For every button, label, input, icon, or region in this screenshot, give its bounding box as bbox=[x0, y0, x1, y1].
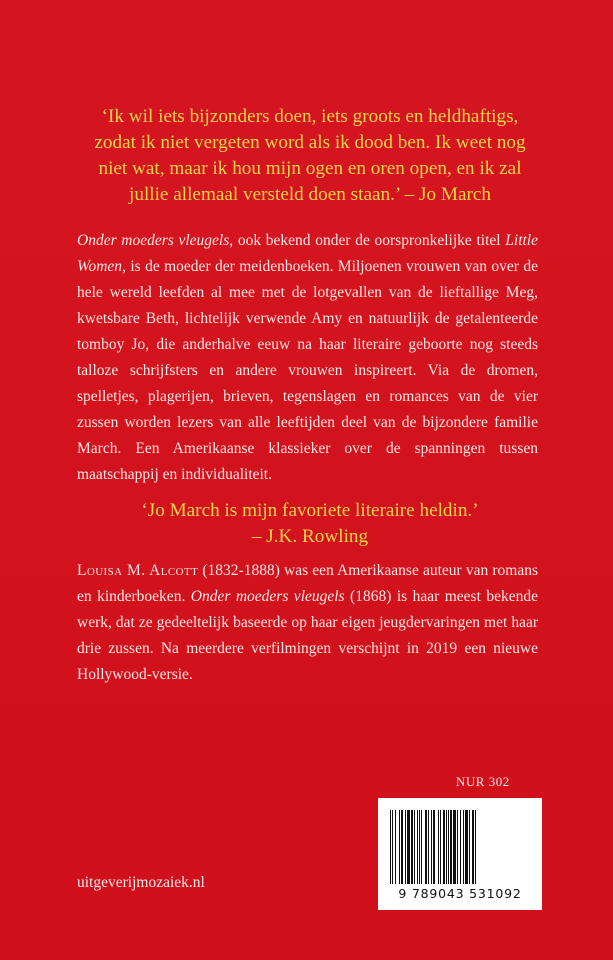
blurb-text: , is de moeder der meidenboeken. Miljoenen vrouwen van over de hele wereld leefden al mee met de lotgevallen van de lieftallige Meg, kwetsbare Beth, lichtelijk verwende Amy en natuurlijk de getalenteerde tomboy Jo, die anderhalve eeuw na haar literaire geboorte nog steeds talloze schrijfsters en andere vrouwen inspireert. Via de dromen, spelletjes, plagerijen, brieven, tegenslagen en romances van de vier zussen worden lezers van alle leeftijden deel van de bijzondere familie March. Een Amerikaanse klassieker over de spanningen tussen maatschappij en individualiteit. bbox=[77, 258, 538, 483]
barcode-bar bbox=[438, 810, 439, 884]
author-name: Louisa M. Alcott bbox=[77, 562, 199, 579]
barcode-bar bbox=[469, 810, 470, 884]
rowling-quote bbox=[90, 498, 530, 550]
barcode-bar bbox=[390, 810, 391, 884]
barcode-bar bbox=[440, 810, 441, 884]
barcode-bar bbox=[428, 810, 429, 884]
barcode-bar bbox=[472, 810, 474, 884]
barcode-bar bbox=[417, 810, 418, 884]
barcode-bar bbox=[395, 810, 396, 884]
author-bio bbox=[77, 558, 538, 688]
barcode-bar bbox=[431, 810, 432, 884]
bio-text: (1868) is haar meest bekende werk, dat ze gedeeltelijk baseerde op haar eigen jeugdervaringen met haar drie zussen. Na meerdere verfilmingen verschijnt in 2019 een nieuwe Hollywood-versie. bbox=[77, 588, 538, 683]
quote-line: ‘Ik wil iets bijzonders doen, iets groots en heldhaftigs, bbox=[101, 106, 519, 127]
jo-march-quote bbox=[90, 104, 530, 208]
barcode-bars bbox=[388, 810, 532, 886]
isbn-number: 9 789043 531092 bbox=[398, 886, 522, 901]
barcode-bar bbox=[453, 810, 456, 884]
barcode-bar bbox=[414, 810, 415, 884]
barcode-bar bbox=[446, 810, 447, 884]
barcode-bar bbox=[399, 810, 400, 884]
nur-code: NUR 302 bbox=[456, 774, 510, 789]
quote-line: ‘Jo March is mijn favoriete literaire heldin.’ bbox=[141, 500, 479, 521]
quote-attribution: – J.K. Rowling bbox=[251, 526, 369, 547]
barcode-bar bbox=[460, 810, 461, 884]
quote-line: niet wat, maar ik hou mijn ogen en oren open, en ik zal bbox=[98, 158, 522, 179]
blurb-text: , ook bekend onder de oorspronkelijke titel bbox=[229, 232, 506, 249]
book-blurb bbox=[77, 228, 538, 488]
quote-line: jullie allemaal versteld doen staan.’ – Jo March bbox=[129, 184, 491, 205]
barcode-bar bbox=[448, 810, 449, 884]
quote-line: zodat ik niet vergeten word als ik dood ben. Ik weet nog bbox=[94, 132, 526, 153]
barcode-bar bbox=[421, 810, 422, 884]
barcode-bar bbox=[463, 810, 464, 884]
publisher-website[interactable]: uitgeverijmozaiek.nl bbox=[77, 874, 205, 891]
barcode-bar bbox=[392, 810, 393, 884]
barcode-bar bbox=[465, 810, 468, 884]
book-title: Onder moeders vleugels bbox=[190, 588, 345, 605]
barcode-bar bbox=[450, 810, 452, 884]
bio-text: (1832-1888) was een Amerikaanse auteur van romans en kinderboeken. bbox=[77, 562, 539, 605]
barcode-bar bbox=[401, 810, 403, 884]
barcode-bar bbox=[405, 810, 406, 884]
book-title: Onder moeders vleugels bbox=[77, 232, 230, 249]
barcode-bar bbox=[407, 810, 410, 884]
barcode-bar bbox=[411, 810, 413, 884]
barcode-bar bbox=[443, 810, 445, 884]
original-title: Little Women bbox=[77, 232, 538, 275]
barcode bbox=[378, 798, 542, 910]
barcode-bar bbox=[475, 810, 476, 884]
barcode-bar bbox=[457, 810, 458, 884]
barcode-bar bbox=[425, 810, 427, 884]
barcode-bar bbox=[419, 810, 420, 884]
barcode-bar bbox=[433, 810, 435, 884]
